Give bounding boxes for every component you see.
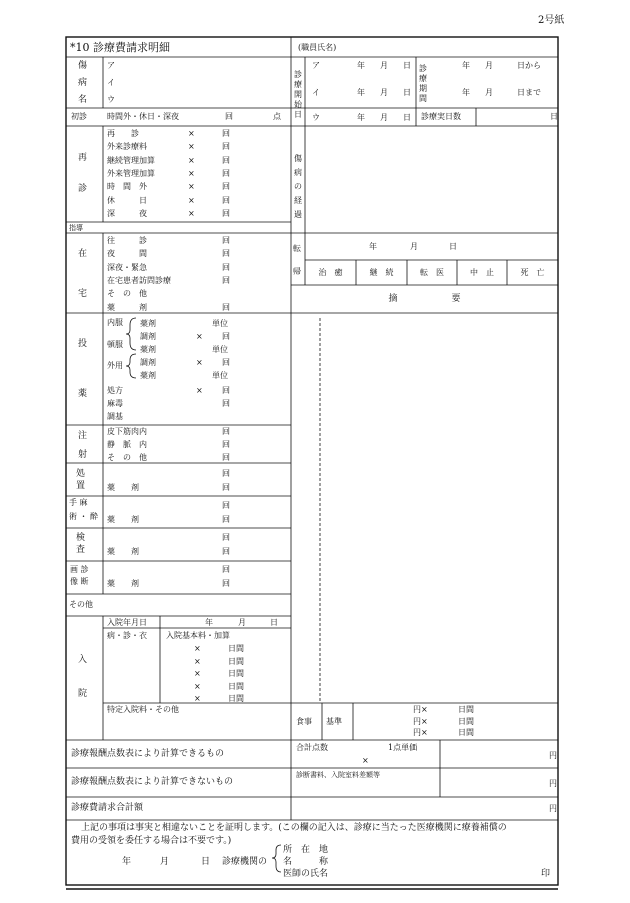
revisit-count[interactable]: 回 [222, 142, 230, 152]
meal-days[interactable]: 日間 [458, 728, 474, 737]
first-visit-text: 時間外・休日・深夜 [107, 112, 179, 121]
home-item: そ の 他 [107, 289, 147, 299]
home-count[interactable]: 回 [222, 249, 230, 259]
transfer-label-2: 帰 [293, 267, 301, 276]
revisit-item: 外来管理加算 [107, 168, 155, 178]
injury-header-3: 名 [78, 95, 88, 105]
transfer-day[interactable]: 日 [449, 242, 457, 251]
gaiyo-drug: 薬剤 [140, 371, 156, 380]
first-visit-label: 初診 [71, 112, 87, 121]
revisit-count[interactable]: 回 [222, 208, 230, 218]
transfer-death[interactable]: 死 亡 [520, 268, 545, 277]
start-i-month[interactable]: 月 [380, 88, 388, 97]
naifuku-unit[interactable]: 単位 [212, 319, 228, 328]
gaiyo-count[interactable]: 回 [222, 358, 230, 367]
period-label: 診 療 期 間 [419, 64, 427, 103]
tonpuku-unit[interactable]: 単位 [212, 345, 228, 354]
meal-base: 基準 [326, 717, 342, 726]
revisit-x: × [188, 129, 195, 138]
start-i-day[interactable]: 日 [403, 88, 411, 97]
injection-header-2: 射 [78, 450, 88, 460]
prescription-label: 処方 [107, 386, 123, 395]
home-item: 深夜・緊急 [107, 262, 147, 272]
admission-x: × [194, 694, 201, 703]
admission-days[interactable]: 日間 [228, 644, 244, 653]
start-u-day[interactable]: 日 [403, 113, 411, 122]
surgery-drug-count[interactable]: 回 [222, 515, 230, 524]
admission-header-1: 入 [78, 655, 88, 665]
injury-header-1: 傷 [78, 61, 88, 71]
admission-month[interactable]: 月 [238, 618, 246, 627]
staff-name-label: (職員氏名) [298, 43, 337, 52]
surgery-drug: 薬 剤 [107, 515, 139, 524]
admission-basic: 入院基本料・加算 [166, 631, 230, 640]
revisit-item: 再 診 [107, 129, 139, 138]
surgery-count[interactable]: 回 [222, 501, 230, 510]
revisit-item: 深 夜 [107, 208, 147, 218]
home-item: 在宅患者訪問診療 [107, 275, 171, 285]
start-mark-a: ア [312, 61, 320, 70]
injection-count[interactable]: 回 [222, 440, 230, 449]
actual-days-unit[interactable]: 日 [550, 112, 558, 121]
revisit-x: × [188, 195, 195, 205]
grand-total-label: 診療費請求合計額 [71, 803, 144, 813]
transfer-month[interactable]: 月 [410, 242, 418, 251]
admission-year[interactable]: 年 [205, 618, 213, 627]
narcotic-label: 麻毒 [107, 399, 123, 408]
admission-days[interactable]: 日間 [228, 694, 244, 703]
revisit-item: 外来診療料 [107, 142, 147, 152]
revisit-x: × [188, 208, 195, 218]
home-count[interactable]: 回 [222, 275, 230, 285]
meal-label: 食事 [296, 717, 312, 726]
calc2-note: 診断書料、入院室料差額等 [296, 771, 380, 779]
admission-special: 特定入院料・その他 [107, 705, 179, 714]
procedure-count[interactable]: 回 [222, 469, 230, 478]
admission-sub: 病・診・衣 [107, 631, 147, 640]
transfer-year[interactable]: 年 [369, 242, 377, 251]
test-header-2: 査 [76, 545, 86, 555]
test-header-1: 検 [76, 533, 86, 543]
revisit-count[interactable]: 回 [222, 168, 230, 178]
period-from[interactable]: 日から [517, 61, 541, 70]
transfer-hospital[interactable]: 転 医 [420, 268, 444, 277]
naifuku-x: × [196, 332, 203, 341]
tonpuku-drug: 薬剤 [140, 345, 156, 354]
admission-day[interactable]: 日 [270, 618, 278, 627]
period-from-year[interactable]: 年 [462, 61, 470, 70]
summary-header: 摘 要 [388, 294, 461, 304]
revisit-x: × [188, 182, 195, 192]
revisit-item: 継続管理加算 [107, 155, 155, 165]
naifuku-label: 内服 [107, 318, 123, 327]
revisit-count[interactable]: 回 [222, 129, 230, 138]
prescription-count[interactable]: 回 [222, 386, 230, 395]
procedure-header-2: 置 [76, 481, 86, 491]
gaiyo-label: 外用 [107, 361, 123, 370]
home-count[interactable]: 回 [222, 302, 230, 312]
dispense-base-label: 調基 [107, 412, 123, 421]
calc1-yen[interactable]: 円 [549, 751, 557, 760]
meal-yen[interactable]: 円× [413, 716, 428, 726]
imaging-drug: 薬 剤 [107, 579, 139, 588]
meal-days[interactable]: 日間 [458, 705, 474, 714]
injection-item: そ の 他 [107, 453, 147, 462]
actual-days-label: 診療実日数 [421, 112, 461, 121]
cert-month[interactable]: 月 [160, 857, 170, 867]
gaiyo-dispense: 調剤 [140, 358, 156, 367]
admission-x: × [194, 644, 201, 653]
injury-item-i[interactable]: イ [107, 78, 115, 87]
home-count[interactable]: 回 [222, 262, 230, 272]
admission-x: × [194, 681, 201, 691]
cert-text-1: 上記の事項は事実と相違ないことを証明します。(この欄の記入は、診療に当たった医療機関に療養補償の [81, 823, 507, 833]
transfer-continue[interactable]: 継 続 [369, 268, 394, 277]
naifuku-count[interactable]: 回 [222, 332, 230, 341]
cert-year[interactable]: 年 [122, 857, 132, 867]
cert-day[interactable]: 日 [201, 857, 211, 867]
imaging-header-1: 画 診 [70, 565, 89, 574]
revisit-count[interactable]: 回 [222, 155, 230, 165]
test-drug-count[interactable]: 回 [222, 547, 230, 556]
calc2-yen[interactable]: 円 [549, 779, 557, 788]
revisit-item: 休 日 [107, 195, 147, 205]
transfer-cured[interactable]: 治 癒 [318, 268, 343, 277]
start-a-year[interactable]: 年 [357, 61, 365, 70]
revisit-x: × [188, 155, 195, 165]
surgery-header-1: 手 麻 [69, 498, 88, 507]
procedure-drug: 薬 剤 [107, 483, 139, 492]
home-header-1: 在 [78, 249, 88, 259]
start-u-year[interactable]: 年 [357, 113, 365, 122]
revisit-header-2: 診 [78, 184, 88, 194]
home-item: 往 診 [107, 236, 147, 245]
prescription-x: × [196, 386, 203, 395]
injection-count[interactable]: 回 [222, 427, 230, 436]
admission-days[interactable]: 日間 [228, 681, 244, 691]
injection-header-1: 注 [78, 431, 88, 441]
cert-name[interactable]: 名 称 [283, 857, 329, 867]
total-points[interactable]: 合計点数 [296, 743, 328, 752]
transfer-stop[interactable]: 中 止 [470, 268, 494, 277]
cert-doctor[interactable]: 医師の氏名 [283, 869, 329, 879]
tonpuku-label: 頓服 [107, 340, 123, 349]
grand-total-yen[interactable]: 円 [549, 804, 557, 813]
injection-item: 静 脈 内 [107, 440, 147, 449]
gaiyo-x: × [196, 358, 203, 367]
medication-header-2: 薬 [78, 389, 88, 399]
imaging-drug-count[interactable]: 回 [222, 579, 230, 588]
injury-item-a[interactable]: ア [107, 61, 115, 70]
period-to[interactable]: 日まで [517, 88, 541, 97]
meal-days[interactable]: 日間 [458, 716, 474, 726]
procedure-drug-count[interactable]: 回 [222, 483, 230, 492]
admission-days[interactable]: 日間 [228, 669, 244, 678]
first-visit-count[interactable]: 回 [225, 112, 233, 121]
first-visit-points[interactable]: 点 [273, 112, 281, 121]
test-count[interactable]: 回 [222, 533, 230, 542]
injection-count[interactable]: 回 [222, 453, 230, 462]
injury-item-u[interactable]: ウ [107, 95, 115, 104]
home-item: 薬 剤 [107, 302, 147, 312]
cert-institution-label: 診療機関の [222, 857, 268, 867]
naifuku-drug: 薬剤 [140, 319, 156, 328]
home-count[interactable]: 回 [222, 236, 230, 245]
admission-header-2: 院 [78, 689, 88, 699]
admission-date-label: 入院年月日 [107, 618, 147, 627]
revisit-count[interactable]: 回 [222, 182, 230, 192]
start-date-label: 診 療 開 始 日 [294, 70, 302, 119]
gaiyo-unit[interactable]: 単位 [212, 371, 228, 380]
naifuku-dispense: 調剤 [140, 332, 156, 341]
form-number: 2号紙 [538, 15, 565, 26]
admission-x: × [194, 669, 201, 678]
surgery-header-2: 術 ・ 酔 [69, 512, 99, 521]
revisit-header-1: 再 [78, 153, 88, 163]
start-a-month[interactable]: 月 [380, 61, 388, 70]
start-mark-u: ウ [312, 113, 320, 122]
injection-item: 皮下筋肉内 [107, 427, 147, 436]
cert-seal[interactable]: 印 [541, 869, 551, 879]
period-to-year[interactable]: 年 [462, 88, 470, 97]
injury-header-2: 病 [78, 78, 88, 88]
calc1-label: 診療報酬点数表により計算できるもの [71, 749, 225, 759]
revisit-x: × [188, 168, 195, 178]
revisit-item: 時 間 外 [107, 182, 147, 192]
cert-address[interactable]: 所 在 地 [283, 845, 329, 855]
medication-header-1: 投 [78, 339, 88, 349]
start-u-month[interactable]: 月 [380, 113, 388, 122]
imaging-header-2: 像 断 [70, 577, 89, 586]
guidance-label: 指導 [69, 224, 83, 232]
revisit-x: × [188, 142, 195, 152]
other-label: その他 [69, 600, 93, 609]
narcotic-count[interactable]: 回 [222, 399, 230, 408]
imaging-count[interactable]: 回 [222, 565, 230, 574]
start-mark-i: イ [312, 88, 320, 97]
page-title: *10 診療費請求明細 [70, 41, 170, 54]
unit-price[interactable]: 1点単価 [388, 743, 418, 752]
calc2-label: 診療報酬点数表により計算できないもの [71, 777, 234, 787]
procedure-header-1: 処 [76, 469, 86, 479]
calc1-x: × [362, 756, 369, 765]
period-from-month[interactable]: 月 [485, 61, 493, 70]
transfer-label-1: 転 [293, 244, 301, 253]
course-label: 傷 病 の 経 過 [294, 154, 302, 219]
test-drug: 薬 剤 [107, 547, 139, 556]
start-i-year[interactable]: 年 [357, 88, 365, 97]
home-header-2: 宅 [78, 289, 88, 299]
meal-yen[interactable]: 円× [413, 728, 428, 737]
revisit-count[interactable]: 回 [222, 195, 230, 205]
admission-x: × [194, 656, 201, 666]
home-item: 夜 間 [107, 249, 147, 259]
start-a-day[interactable]: 日 [403, 61, 411, 70]
cert-text-2: 費用の受領を委任する場合は不要です。) [71, 836, 232, 846]
admission-days[interactable]: 日間 [228, 656, 244, 666]
period-to-month[interactable]: 月 [485, 88, 493, 97]
meal-yen[interactable]: 円× [413, 705, 428, 714]
